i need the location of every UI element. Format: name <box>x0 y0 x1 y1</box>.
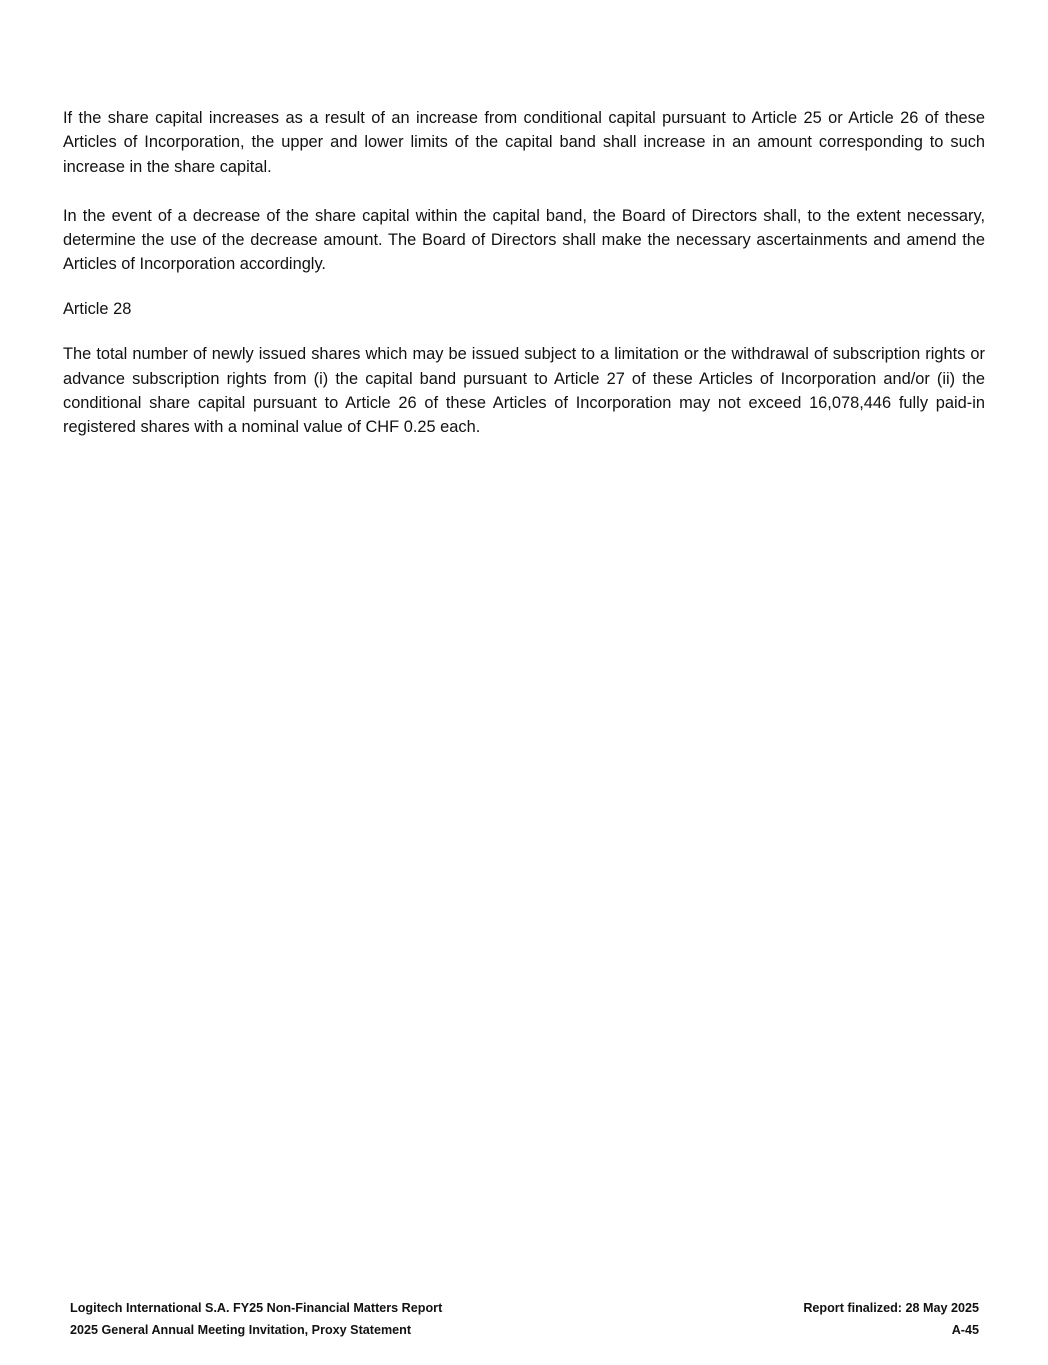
footer-row-2 <box>70 1320 979 1342</box>
document-body <box>63 106 985 440</box>
footer-meeting-title: 2025 General Annual Meeting Invitation, Proxy Statement <box>70 1322 412 1337</box>
footer-report-title: Logitech International S.A. FY25 Non-Financial Matters Report <box>70 1301 443 1315</box>
paragraph-article-28: The total number of newly issued shares which may be issued subject to a limitation or the withdrawal of subscription rights or advance subscription rights from (i) the capital band pursuant to Article 27 of these Articles of Incorporation and/or (ii) the conditional share capital pursuant to Article 26 of these Articles of Incorporation may not exceed 16,078,446 fully paid-in registered shares with a nominal value of CHF 0.25 each. <box>63 345 985 437</box>
paragraph-capital-band-decrease: In the event of a decrease of the share capital within the capital band, the Board of Directors shall, to the extent necessary, determine the use of the decrease amount. The Board of Directors shall make the necessary ascertainments and amend the Articles of Incorporation accordingly. <box>63 206 985 274</box>
footer-report-date: Report finalized: 28 May 2025 <box>803 1301 979 1315</box>
page-footer <box>70 1298 979 1341</box>
paragraph-capital-band-increase: If the share capital increases as a result of an increase from conditional capital pursuant to Article 25 or Article 26 of these Articles of Incorporation, the upper and lower limits of the capital band shall increase in an amount corresponding to such increase in the share capital. <box>63 109 985 176</box>
page-number: A-45 <box>951 1322 979 1337</box>
footer-row-1 <box>70 1298 979 1320</box>
article-28-heading: Article 28 <box>63 299 132 318</box>
